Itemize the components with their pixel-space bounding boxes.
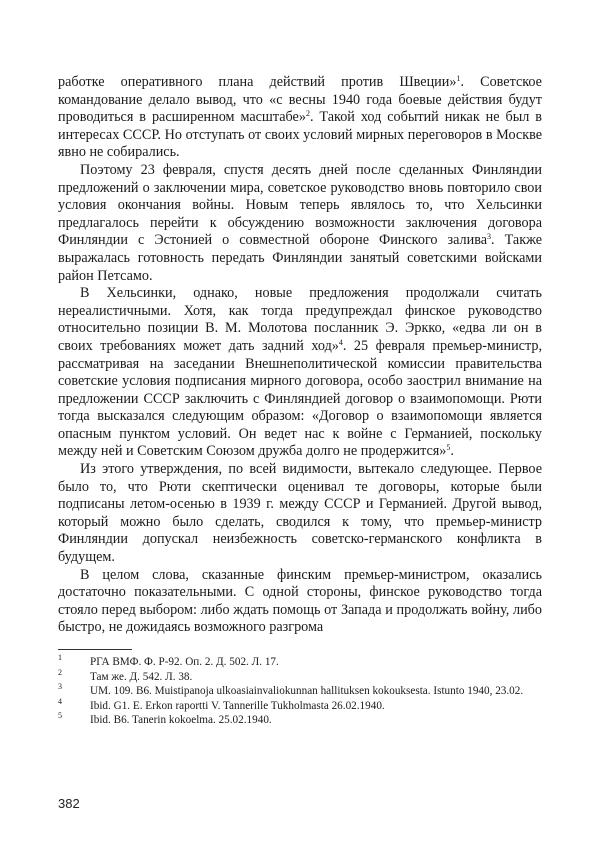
- paragraph: [58, 74, 542, 162]
- footnote-ref: 2: [305, 109, 310, 119]
- paragraph-text: Из этого утверждения, по всей видимости, вытекало следующее. Первое было то, что Рюти скептически оценивал те договоры, которые были подписаны летом-осенью в 1939 г. между СССР и Германией. Другой вывод, который можно было сделать, сводился к тому, что премьер-министр Финляндии допускал неизбежность советско-германского конфликта в будущем.: [58, 461, 542, 566]
- paragraph-text: В Хельсинки, однако, новые предложения продолжали считать нереалистичными. Хотя, как тогда предупреждал финское руководство относительно позиции В. М. Молотова посланник Э. Эркко, «едва ли он в своих требованиях может дать задний ход»: [58, 285, 542, 354]
- paragraph-text: Поэтому 23 февраля, спустя десять дней после сделанных Финляндии предложений о заключении мира, советское руководство вновь повторило свои условия окончания войны. Новым теперь являлось то, что Хельсинки предлагалось перейти к обсуждению возможности заключения договора Финляндии с Эстонией о совместной обороне Финского залива: [58, 161, 542, 249]
- paragraph-text: .: [450, 443, 454, 460]
- paragraph-text: . Такой ход событий никак не был в интересах СССР. Но отступать от своих условий мирных переговоров в Москве явно не собирались.: [58, 109, 542, 161]
- footnotes: [58, 655, 542, 728]
- footnote-divider: [58, 649, 132, 650]
- footnote-text: Ibid. B6. Tanerin kokoelma. 25.02.1940.: [90, 714, 272, 727]
- footnote: $^3$ UM. 109. B6. Muistipanoja ulkoasiainvaliokunnan hallituksen kokouksesta. Istunto 1940, 23.02.: [58, 682, 524, 698]
- paragraph-text: В целом слова, сказанные финским премьер-министром, оказались достаточно показательными. С одной стороны, финское руководство тогда стояло перед выбором: либо ждать помощь от Запада и продолжать войну, либо быстро, не дожидаясь возможного разгрома: [58, 566, 542, 636]
- footnote-text: РГА ВМФ. Ф. Р-92. Оп. 2. Д. 502. Л. 17.: [90, 656, 279, 668]
- paragraph: [58, 461, 542, 567]
- paragraph-text: . Советское командование делало вывод, что «с весны 1940 года боевые действия будут проводиться в расширенном масштабе»: [58, 74, 542, 126]
- footnote-ref: 3: [487, 232, 492, 242]
- footnote-ref: 1: [456, 74, 461, 83]
- paragraph-text: . Также выражалась готовность передать Финляндии занятый советскими войсками район Петсамо.: [58, 232, 542, 284]
- paragraph: [58, 162, 542, 285]
- book-page: [58, 74, 542, 728]
- paragraph-text: работке оперативного плана действий против Швеции»: [58, 74, 457, 90]
- main-text: [58, 74, 542, 637]
- footnote-ref: 5: [446, 443, 451, 453]
- footnote-ref: 4: [338, 337, 343, 347]
- footnote: $^2$ Там же. Д. 542. Л. 38.: [58, 667, 193, 683]
- footnote-text: Ibid. G1. E. Erkon raportti V. Tannerille Tukholmasta 26.02.1940.: [90, 699, 385, 712]
- footnote-text: UM. 109. B6. Muistipanoja ulkoasiainvaliokunnan hallituksen kokouksesta. Istunto 1940, 23.02.: [90, 685, 524, 698]
- footnote: $^4$ Ibid. G1. E. Erkon raportti V. Tannerille Tukholmasta 26.02.1940.: [58, 696, 385, 712]
- paragraph: [58, 285, 542, 461]
- paragraph: [58, 567, 542, 637]
- page-number: 382: [58, 796, 80, 811]
- footnote: $^1$ РГА ВМФ. Ф. Р-92. Оп. 2. Д. 502. Л. 17.: [58, 653, 279, 668]
- footnote: $^5$ Ibid. B6. Tanerin kokoelma. 25.02.1940.: [58, 711, 272, 727]
- paragraph-text: . 25 февраля премьер-министр, рассматривая на заседании Внешнеполитической комиссии правительства советские условия подписания мирного договора, особо заострил внимание на предложении СССР заключить с Финляндией договор о взаимопомощи. Рюти тогда высказался следующим образом: «Договор о взаимопомощи является опасным пунктом условий. Он ведет нас к войне с Германией, поскольку между ней и Советским Союзом дружба долго не продержится»: [58, 337, 542, 460]
- footnote-text: Там же. Д. 542. Л. 38.: [90, 670, 193, 683]
